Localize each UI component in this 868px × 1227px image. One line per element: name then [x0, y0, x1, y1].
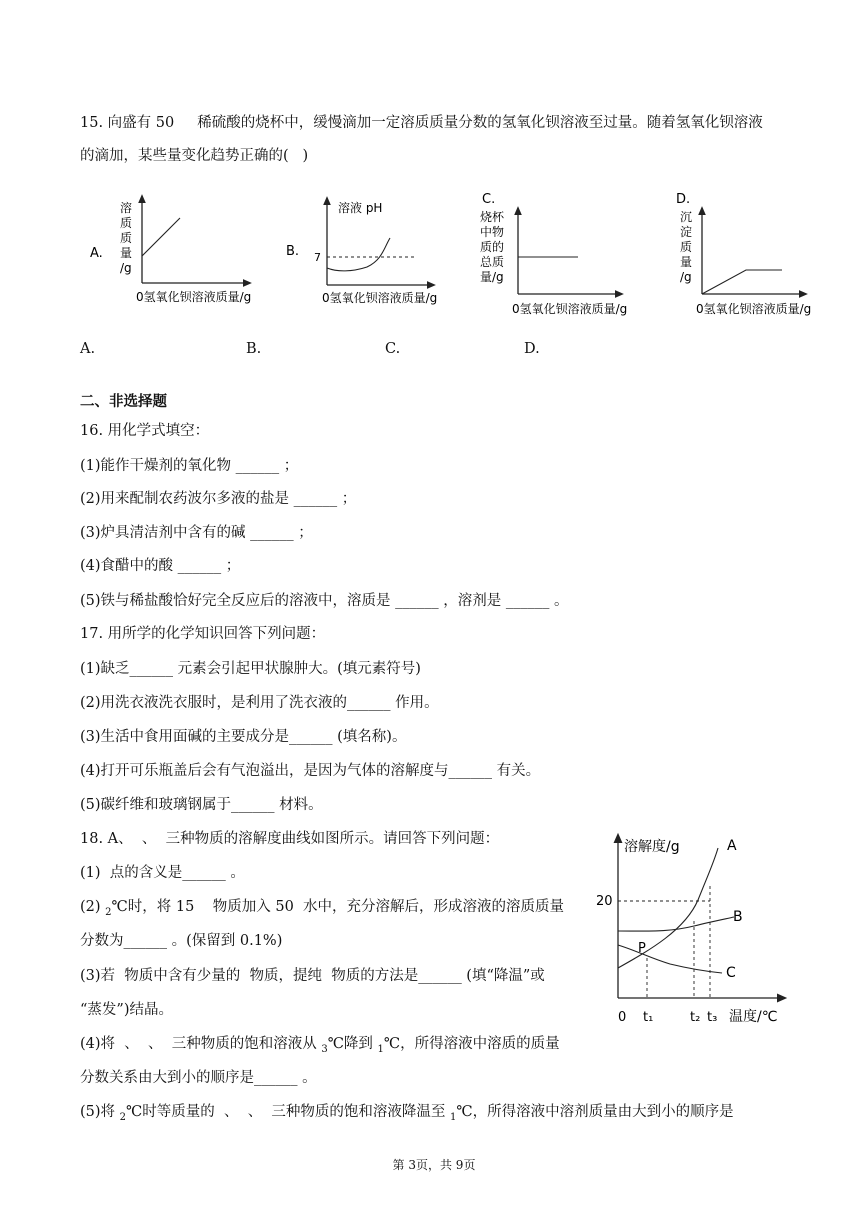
- q18-item-1: (1) 点的含义是______ 。: [80, 865, 245, 881]
- q15-option-c[interactable]: C.: [385, 341, 401, 357]
- curve-a-label: A: [727, 838, 737, 854]
- graph-b-curve: [327, 238, 390, 271]
- graph-b-letter: B.: [286, 244, 300, 259]
- curve-b: [618, 917, 734, 931]
- q18-item-5-line1: (5)将 $_2$℃时等质量的 、 、 三种物质的饱和溶液降温至 $_1$℃，所得溶液中溶剂质量由大到小的顺序是: [80, 1104, 734, 1123]
- solubility-graph: [590, 830, 820, 1030]
- graph-c-ylabel: [480, 209, 505, 284]
- graph-d-ylabel-3: 质: [680, 240, 693, 254]
- graph-b-xlabel: 0氢氧化钡溶液质量/g: [322, 291, 438, 305]
- graph-a-ylabel-3: 质: [120, 231, 133, 245]
- graph-d-curve: [702, 270, 782, 294]
- q18-item-4-line2: 分数关系由大到小的顺序是______ 。: [80, 1070, 317, 1086]
- q17-title: 17. 用所学的化学知识回答下列问题：: [80, 626, 326, 642]
- graph-a-ylabel-1: 溶: [120, 201, 133, 215]
- q18-title: 18. A、 、 三种物质的溶解度曲线如图所示。请回答下列问题：: [80, 831, 500, 847]
- graph-a-letter: A.: [90, 246, 103, 261]
- graph-a-ylabel: [120, 200, 132, 275]
- solubility-origin: 0: [618, 1010, 627, 1025]
- q15-graph-b: [282, 190, 472, 310]
- solubility-ylabel: 溶解度/g: [624, 839, 680, 855]
- q16-item-3: (3)炉具清洁剂中含有的碱 ______ ；: [80, 525, 313, 541]
- curve-c-label: C: [726, 965, 736, 981]
- q17-item-5: (5)碳纤维和玻璃钢属于______ 材料。: [80, 797, 323, 813]
- q15-option-a[interactable]: A.: [80, 341, 96, 357]
- graph-c-ylabel-2: 中物: [480, 225, 505, 239]
- q17-item-2: (2)用洗衣液洗衣服时，是利用了洗衣液的______ 作用。: [80, 695, 439, 711]
- solubility-xlabel: 温度/℃: [729, 1009, 778, 1025]
- graph-b-tick-7: 7: [314, 251, 321, 264]
- q18-item-4-line1: (4)将 、 、 三种物质的饱和溶液从 $_3$℃降到 $_1$℃，所得溶液中溶质的质量: [80, 1036, 560, 1055]
- q15-stem-line1: 15. 向盛有 50 稀硫酸的烧杯中，缓慢滴加一定溶质质量分数的氢氧化钡溶液至过量。随着氢氧化钡溶液: [80, 115, 763, 131]
- graph-c-ylabel-3: 质的: [480, 240, 505, 254]
- q16-item-4: (4)食醋中的酸 ______ ；: [80, 558, 241, 574]
- graph-a-ylabel-2: 质: [120, 216, 133, 230]
- graph-d-ylabel-1: 沉: [680, 210, 693, 224]
- q18-item-2-line1: (2) $_2$℃时，将 15 物质加入 50 水中，充分溶解后，形成溶液的溶质质量: [80, 899, 565, 918]
- graph-a-ylabel-5: /g: [120, 261, 132, 275]
- q16-item-5: (5)铁与稀盐酸恰好完全反应后的溶液中，溶质是 ______ ，溶剂是 ______ 。: [80, 593, 569, 609]
- graph-c-letter: C.: [482, 192, 496, 207]
- page-footer: 第 3页，共 9页: [392, 1158, 476, 1172]
- graph-c-ylabel-4: 总质: [480, 255, 505, 269]
- solubility-ytick-20: 20: [596, 894, 613, 909]
- q15-stem-line2: 的滴加，某些量变化趋势正确的( ): [80, 148, 309, 164]
- graph-d-ylabel-4: 量: [680, 255, 693, 269]
- q15-option-d[interactable]: D.: [524, 341, 540, 357]
- q16-title: 16. 用化学式填空：: [80, 423, 210, 439]
- graph-b-ylabel: 溶液 pH: [338, 201, 383, 215]
- curve-b-label: B: [733, 909, 743, 925]
- q16-item-2: (2)用来配制农药波尔多液的盐是 ______ ；: [80, 491, 357, 507]
- q15-graph-d: [654, 190, 844, 320]
- graph-d-ylabel-5: /g: [680, 270, 692, 284]
- section-title: 二、非选择题: [80, 394, 167, 410]
- graph-c-ylabel-1: 烧杯: [480, 210, 505, 224]
- solubility-xtick-t1: t₁: [643, 1010, 654, 1025]
- graph-c-ylabel-5: 量/g: [480, 270, 504, 284]
- solubility-xtick-t3: t₃: [707, 1010, 718, 1025]
- solubility-xtick-t2: t₂: [690, 1010, 701, 1025]
- graph-d-ylabel-2: 淀: [680, 225, 693, 239]
- q18-item-3-line1: (3)若 物质中含有少量的 物质，提纯 物质的方法是______ (填“降温”或: [80, 968, 545, 984]
- q18-item-3-line2: “蒸发”)结晶。: [80, 1002, 173, 1018]
- q17-item-1: (1)缺乏______ 元素会引起甲状腺肿大。(填元素符号): [80, 661, 421, 677]
- q15-option-b[interactable]: B.: [246, 341, 262, 357]
- q15-graph-c: [472, 190, 652, 320]
- q15-graph-a: [80, 190, 280, 310]
- point-p-label: P: [638, 941, 646, 956]
- graph-a-xlabel: 0氢氧化钡溶液质量/g: [136, 290, 252, 304]
- graph-c-xlabel: 0氢氧化钡溶液质量/g: [512, 302, 628, 316]
- q16-item-1: (1)能作干燥剂的氧化物 ______ ；: [80, 458, 299, 474]
- graph-d-letter: D.: [676, 192, 691, 207]
- graph-a-curve: [142, 218, 180, 256]
- graph-a-ylabel-4: 量: [120, 246, 133, 260]
- q18-item-2-line2: 分数为______ 。(保留到 0.1%): [80, 933, 283, 949]
- graph-d-xlabel: 0氢氧化钡溶液质量/g: [696, 302, 812, 316]
- q17-item-3: (3)生活中食用面碱的主要成分是______ (填名称)。: [80, 729, 407, 745]
- q17-item-4: (4)打开可乐瓶盖后会有气泡溢出，是因为气体的溶解度与______ 有关。: [80, 763, 541, 779]
- graph-d-ylabel: [680, 210, 692, 284]
